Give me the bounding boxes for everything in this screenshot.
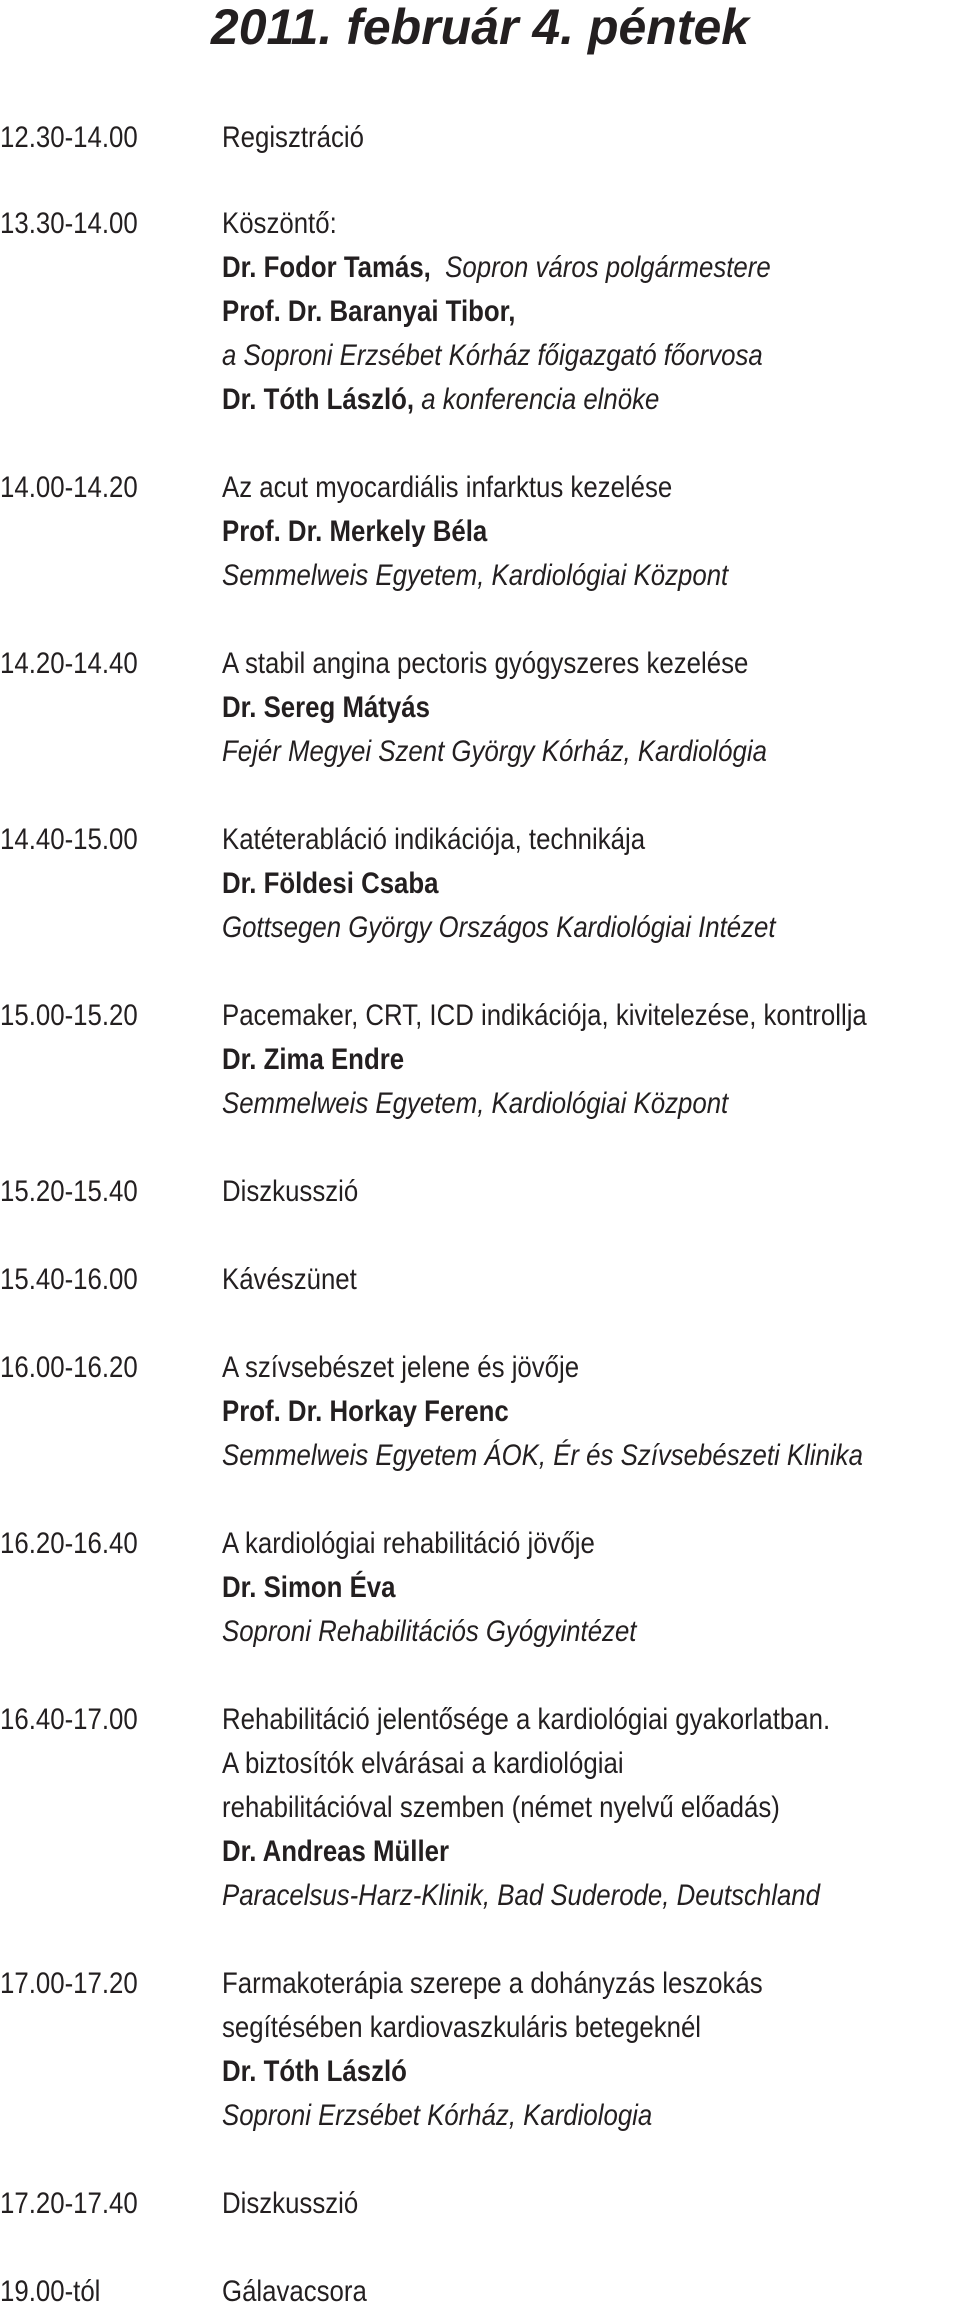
session-time: 16.00-16.20 bbox=[0, 1351, 138, 1384]
speaker-name: Dr. Simon Éva bbox=[222, 1571, 396, 1604]
speaker-affiliation: Fejér Megyei Szent György Kórház, Kardiológia bbox=[222, 735, 767, 768]
session-title: Az acut myocardiális infarktus kezelése bbox=[222, 471, 673, 504]
greeter-role: a Soproni Erzsébet Kórház főigazgató főorvosa bbox=[222, 339, 763, 372]
greeter-line bbox=[222, 378, 960, 422]
session-time: 14.40-15.00 bbox=[0, 823, 138, 856]
session-time: 17.20-17.40 bbox=[0, 2187, 138, 2220]
speaker-name: Prof. Dr. Horkay Ferenc bbox=[222, 1395, 509, 1428]
session-time: 16.20-16.40 bbox=[0, 1527, 138, 1560]
speaker-name: Dr. Zima Endre bbox=[222, 1043, 405, 1076]
speaker-name: Dr. Földesi Csaba bbox=[222, 867, 439, 900]
greeter-role: a konferencia elnöke bbox=[421, 383, 660, 416]
session-title-line: Farmakoterápia szerepe a dohányzás leszokás bbox=[222, 1967, 763, 2000]
session-title: Kávészünet bbox=[222, 1263, 357, 1296]
greeter-name: Dr. Tóth László, bbox=[222, 383, 415, 416]
greeter-role: Sopron város polgármestere bbox=[445, 251, 771, 284]
session-title-line: segítésében kardiovaszkuláris betegeknél bbox=[222, 2011, 702, 2044]
session-time: 12.30-14.00 bbox=[0, 121, 138, 154]
speaker-name: Dr. Sereg Mátyás bbox=[222, 691, 430, 724]
session-title-line: rehabilitációval szemben (német nyelvű előadás) bbox=[222, 1791, 780, 1824]
session-title: Köszöntő: bbox=[222, 207, 337, 240]
greeter-line bbox=[222, 246, 960, 290]
speaker-name: Dr. Tóth László bbox=[222, 2055, 407, 2088]
greeter-name: Dr. Fodor Tamás, bbox=[222, 251, 431, 284]
session-title-line: Rehabilitáció jelentősége a kardiológiai gyakorlatban. bbox=[222, 1703, 831, 1736]
session-title: A szívsebészet jelene és jövője bbox=[222, 1351, 580, 1384]
session-title: Katéterabláció indikációja, technikája bbox=[222, 823, 646, 856]
session-time: 19.00-tól bbox=[0, 2275, 101, 2308]
speaker-affiliation: Soproni Rehabilitációs Gyógyintézet bbox=[222, 1615, 637, 1648]
greeter-name: Prof. Dr. Baranyai Tibor, bbox=[222, 295, 516, 328]
speaker-name: Dr. Andreas Müller bbox=[222, 1835, 450, 1868]
session-time: 14.00-14.20 bbox=[0, 471, 138, 504]
speaker-affiliation: Gottsegen György Országos Kardiológiai Intézet bbox=[222, 911, 776, 944]
speaker-affiliation: Semmelweis Egyetem, Kardiológiai Központ bbox=[222, 559, 729, 592]
speaker-affiliation: Paracelsus-Harz-Klinik, Bad Suderode, Deutschland bbox=[222, 1879, 821, 1912]
speaker-affiliation: Semmelweis Egyetem ÁOK, Ér és Szívsebészeti Klinika bbox=[222, 1439, 863, 1472]
session-title-line: A biztosítók elvárásai a kardiológiai bbox=[222, 1747, 624, 1780]
session-title: A stabil angina pectoris gyógyszeres kezelése bbox=[222, 647, 749, 680]
session-time: 15.20-15.40 bbox=[0, 1175, 138, 1208]
session-title: Pacemaker, CRT, ICD indikációja, kivitelezése, kontrollja bbox=[222, 999, 867, 1032]
session-title: Gálavacsora bbox=[222, 2275, 367, 2308]
page-title: 2011. február 4. péntek bbox=[210, 0, 750, 55]
session-time: 16.40-17.00 bbox=[0, 1703, 138, 1736]
session-time: 15.40-16.00 bbox=[0, 1263, 138, 1296]
session-title: Diszkusszió bbox=[222, 1175, 359, 1208]
speaker-affiliation: Semmelweis Egyetem, Kardiológiai Központ bbox=[222, 1087, 729, 1120]
session-time: 14.20-14.40 bbox=[0, 647, 138, 680]
session-title: Regisztráció bbox=[222, 121, 364, 154]
session-title: A kardiológiai rehabilitáció jövője bbox=[222, 1527, 595, 1560]
session-time: 15.00-15.20 bbox=[0, 999, 138, 1032]
session-time: 17.00-17.20 bbox=[0, 1967, 138, 2000]
session-time: 13.30-14.00 bbox=[0, 207, 138, 240]
speaker-affiliation: Soproni Erzsébet Kórház, Kardiologia bbox=[222, 2099, 653, 2132]
speaker-name: Prof. Dr. Merkely Béla bbox=[222, 515, 488, 548]
session-title: Diszkusszió bbox=[222, 2187, 359, 2220]
